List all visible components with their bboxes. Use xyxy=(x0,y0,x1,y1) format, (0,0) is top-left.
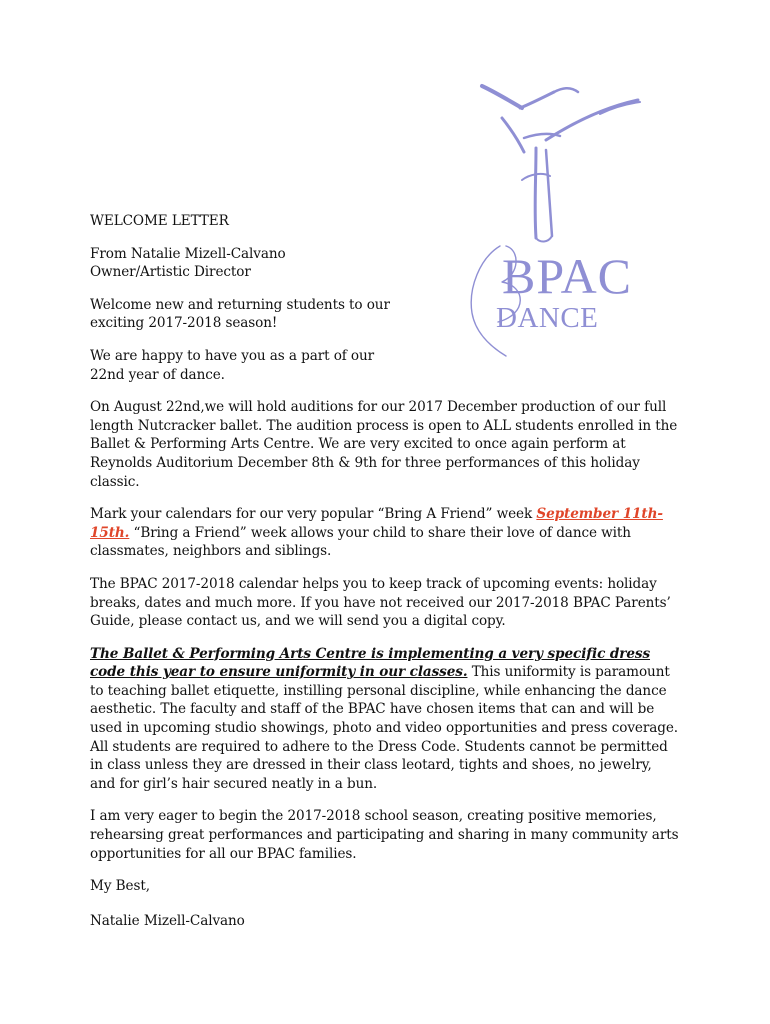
anniversary-paragraph: We are happy to have you as a part of our 22nd year of dance. xyxy=(90,347,375,383)
signature-name: Natalie Mizell-Calvano xyxy=(90,912,245,929)
logo-dance-text: DANCE xyxy=(496,302,599,334)
bring-a-friend-dates: September 11th-15th. xyxy=(90,506,663,541)
auditions-paragraph: On August 22nd,we will hold auditions for our 2017 December production of our full length Nutcracker ballet. The audition process is open to ALL students enrolled in the Ballet & Performing Arts Centre. We are very excited to once again perform at Reynolds Auditorium December 8th & 9th for three performances of this holiday classic. xyxy=(90,399,678,490)
dress-code-details: This uniformity is paramount to teaching ballet etiquette, instilling personal discipline, while enhancing the dance aesthetic. The faculty and staff of the BPAC have chosen items that can and will be used in upcoming studio showings, photo and video opportunities and press coverage. All students are required to adhere to the Dress Code. Students cannot be permitted in class unless they are dressed in their class leotard, tights and shoes, no jewelry, and for girl’s hair secured neatly in a bun. xyxy=(90,664,679,792)
bring-a-friend-paragraph xyxy=(90,505,680,561)
bring-a-friend-intro: Mark your calendars for our very popular “Bring A Friend” week xyxy=(90,506,537,523)
letter-heading: WELCOME LETTER xyxy=(90,213,229,229)
letter-body xyxy=(90,212,680,944)
sender-name: From Natalie Mizell-Calvano xyxy=(90,245,286,262)
sender-title: Owner/Artistic Director xyxy=(90,264,251,281)
dress-code-emphasis: The Ballet & Performing Arts Centre is implementing a very specific dress code this year to ensure uniformity in our classes. xyxy=(90,645,651,681)
closing-paragraph: I am very eager to begin the 2017-2018 school season, creating positive memories, rehearsing great performances and participating and sharing in many community arts opportunities for all our BPAC families. xyxy=(90,808,679,862)
logo-brand-text: BPAC xyxy=(502,248,633,304)
calendar-paragraph: The BPAC 2017-2018 calendar helps you to keep track of upcoming events: holiday breaks, dates and much more. If you have not received our 2017-2018 BPAC Parents’ Guide, please contact us, and we will send you a digital copy. xyxy=(90,575,671,630)
closing-salutation: My Best, xyxy=(90,878,150,895)
welcome-paragraph: Welcome new and returning students to our exciting 2017-2018 season! xyxy=(90,296,390,332)
dress-code-paragraph xyxy=(90,645,680,794)
sender-block xyxy=(90,245,420,282)
bring-a-friend-details: “Bring a Friend” week allows your child to share their love of dance with classmates, neighbors and siblings. xyxy=(90,524,631,560)
